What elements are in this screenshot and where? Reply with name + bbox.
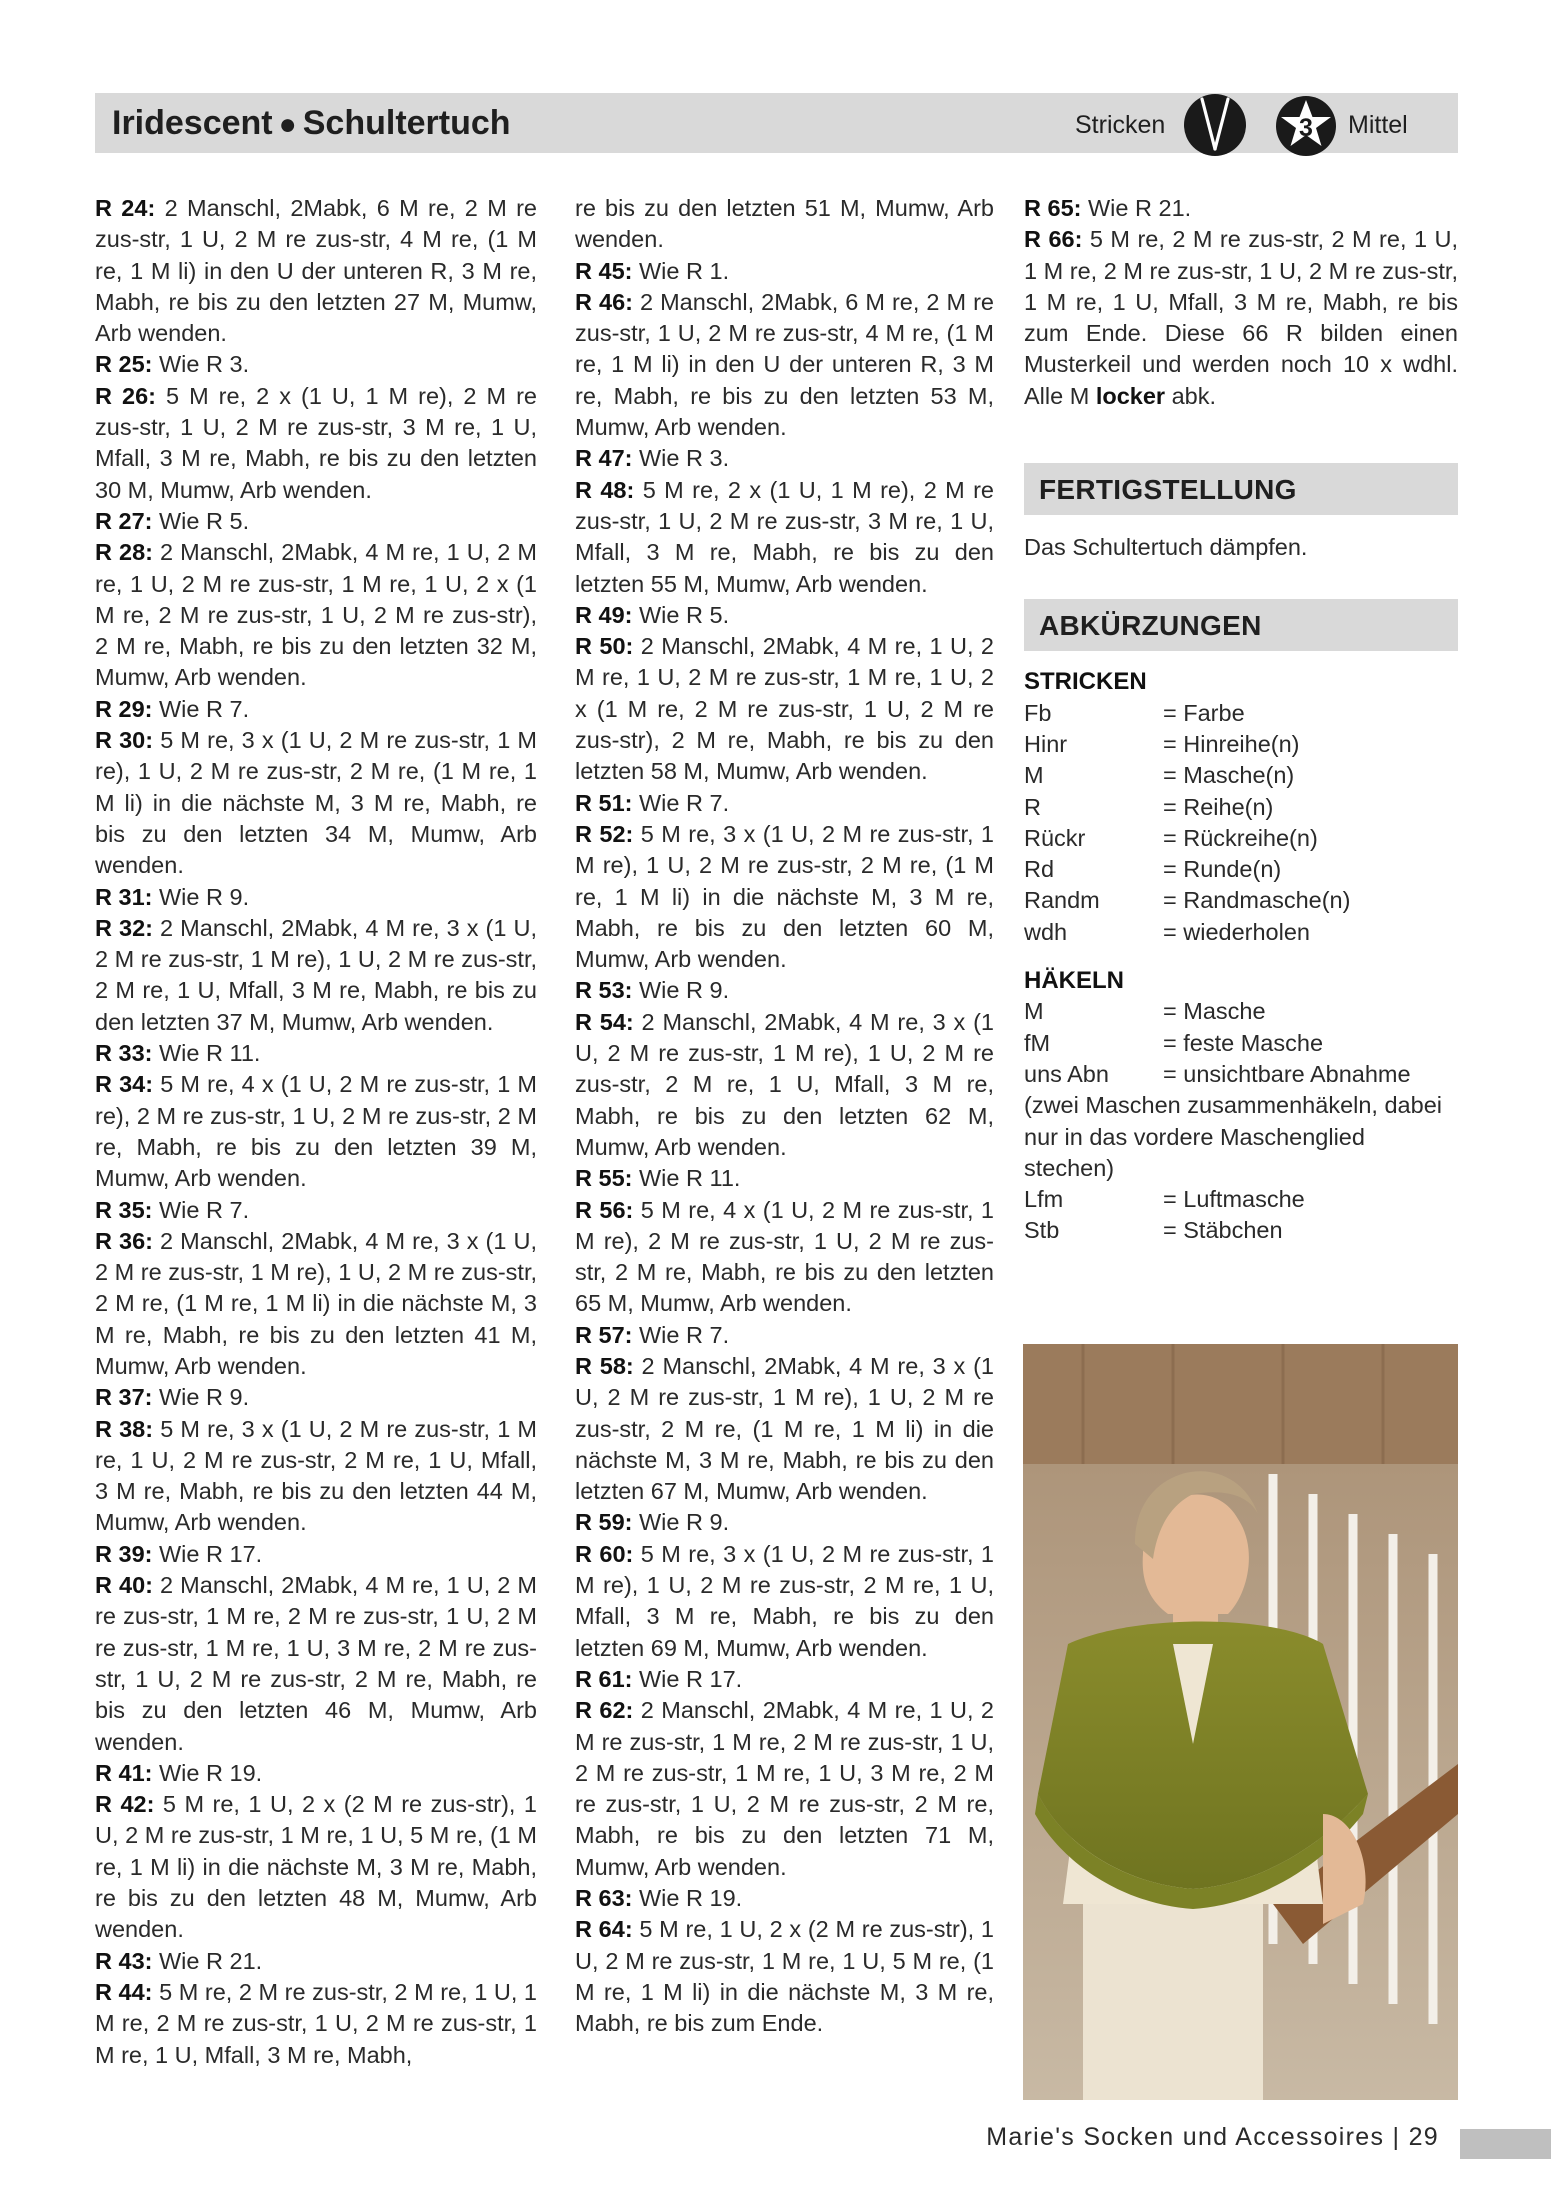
- row-label: R 35:: [95, 1196, 153, 1223]
- row-label: R 31:: [95, 883, 153, 910]
- abbreviation-key: fM: [1024, 1029, 1051, 1056]
- instruction-row: [95, 1570, 537, 1758]
- row-label: R 36:: [95, 1227, 153, 1254]
- row-text: 5 M re, 4 x (1 U, 2 M re zus-str, 1 M re), 2 M re zus-str, 1 U, 2 M re zus-str, 2 M re, Mabh, re bis zu den letzten 39 M, Mumw, Arb wenden.: [95, 1071, 537, 1192]
- instruction-row: [575, 1351, 994, 1507]
- difficulty-star-icon: [1275, 95, 1337, 157]
- instruction-row: [95, 1195, 537, 1226]
- row-text: Wie R 9.: [632, 977, 730, 1004]
- row-label: R 60:: [575, 1540, 634, 1567]
- page-header: [95, 93, 1458, 153]
- row-label: R 63:: [575, 1885, 633, 1912]
- row-label: R 34:: [95, 1071, 154, 1098]
- instruction-row: [95, 725, 537, 881]
- row-text: Wie R 7.: [632, 789, 730, 816]
- row-text: 5 M re, 4 x (1 U, 2 M re zus-str, 1 M re), 2 M re zus-str, 1 U, 2 M re zus-str, 2 M re, Mabh, re bis zu den letzten 65 M, Mumw, Arb wenden.: [575, 1196, 994, 1317]
- row-text: 5 M re, 1 U, 2 x (2 M re zus-str), 1 U, 2 M re zus-str, 1 M re, 1 U, 5 M re, (1 M re, 1 M li) in die nächste M, 3 M re, Mabh, re bis zu den letzten 48 M, Mumw, Arb wenden.: [95, 1791, 537, 1943]
- row-label: R 54:: [575, 1008, 634, 1035]
- abbreviation-key: Rd: [1024, 856, 1055, 883]
- row-text: 2 Manschl, 2Mabk, 4 M re, 1 U, 2 M re, 1 U, 2 M re zus-str, 1 M re, 1 U, 2 x (1 M re, 2 M re zus-str, 1 U, 2 M re zus-str), 2 M re, Mabh, re bis zu den letzten 32 M, Mumw, Arb wenden.: [95, 539, 537, 691]
- abbreviation-row: [1024, 854, 1458, 885]
- row-text: Wie R 21.: [152, 1947, 263, 1974]
- row-text: 5 M re, 3 x (1 U, 2 M re zus-str, 1 M re), 1 U, 2 M re zus-str, 2 M re, (1 M re, 1 M li) in die nächste M, 3 M re, Mabh, re bis zu den letzten 34 M, Mumw, Arb wenden.: [95, 727, 537, 879]
- row-text: 2 Manschl, 2Mabk, 4 M re, 1 U, 2 M re, 1 U, 2 M re zus-str, 1 M re, 1 U, 2 x (1 M re, 2 M re zus-str, 1 U, 2 M re zus-str), 2 M re, Mabh, re bis zu den letzten 58 M, Mumw, Arb wenden.: [575, 633, 994, 785]
- row-text: 5 M re, 2 x (1 U, 1 M re), 2 M re zus-str, 1 U, 2 M re zus-str, 3 M re, 1 U, Mfall, 3 M re, Mabh, re bis zu den letzten 30 M, Mumw, Arb wenden.: [95, 382, 537, 503]
- abbreviation-meaning: = wiederholen: [1163, 918, 1310, 945]
- row-text: 2 Manschl, 2Mabk, 4 M re, 3 x (1 U, 2 M re zus-str, 1 M re), 1 U, 2 M re zus-str, 2 M re, (1 M re, 1 M li) in die nächste M, 3 M re, Mabh, re bis zu den letzten 41 M, Mumw, Arb wenden.: [95, 1227, 537, 1379]
- instruction-row: [575, 287, 994, 443]
- subheading-stricken: STRICKEN: [1024, 668, 1147, 696]
- abbreviation-key: Lfm: [1024, 1186, 1064, 1213]
- abbreviation-row: [1024, 1184, 1458, 1215]
- finishing-text: Das Schultertuch dämpfen.: [1024, 534, 1308, 561]
- row-label: R 46:: [575, 288, 633, 315]
- abbreviation-row: [1024, 885, 1458, 916]
- row-text: Wie R 3.: [632, 445, 730, 472]
- row-label: R 45:: [575, 257, 633, 284]
- row-label: R 61:: [575, 1665, 633, 1692]
- instruction-row: [95, 537, 537, 693]
- abbreviation-row: [1024, 1028, 1458, 1059]
- abbreviation-meaning: = Runde(n): [1163, 856, 1282, 883]
- row-label: R 66:: [1024, 226, 1083, 253]
- abbreviation-key: uns Abn: [1024, 1060, 1109, 1087]
- instruction-row: [95, 694, 537, 725]
- row-label: R 24:: [95, 195, 156, 221]
- row-text: 2 Manschl, 2Mabk, 6 M re, 2 M re zus-str, 1 U, 2 M re zus-str, 4 M re, (1 M re, 1 M li) in den U der unteren R, 3 M re, Mabh, re bis zu den letzten 53 M, Mumw, Arb wenden.: [575, 288, 994, 441]
- row-label: R 28:: [95, 539, 153, 566]
- row-label: R 38:: [95, 1415, 154, 1442]
- row-label: R 25:: [95, 351, 153, 378]
- row-text: 2 Manschl, 2Mabk, 4 M re, 1 U, 2 M re zus-str, 1 M re, 2 M re zus-str, 1 U, 2 M re zus-str, 1 M re, 1 U, 3 M re, 2 M re zus-str, 1 U, 2 M re zus-str, 2 M re, Mabh, re bis zu den letzten 46 M, Mumw, Arb wenden.: [95, 1572, 537, 1755]
- abbreviation-meaning: = Masche(n): [1163, 762, 1295, 789]
- instruction-row: [575, 975, 994, 1006]
- row-label: R 30:: [95, 727, 154, 754]
- instruction-row: [95, 1414, 537, 1539]
- instruction-row: [575, 819, 994, 975]
- instruction-row: [575, 1163, 994, 1194]
- abbreviation-meaning: = Hinreihe(n): [1163, 730, 1300, 757]
- instruction-row: [575, 443, 994, 474]
- abbreviation-meaning: = Randmasche(n): [1163, 887, 1351, 914]
- row-label: R 39:: [95, 1540, 153, 1567]
- instruction-row: [95, 1977, 537, 2071]
- row-label: R 62:: [575, 1697, 634, 1724]
- abbreviation-row: [1024, 698, 1458, 729]
- row-text: re bis zu den letzten 51 M, Mumw, Arb wenden.: [575, 195, 994, 253]
- abbreviation-meaning: = Farbe: [1163, 699, 1245, 726]
- instruction-row: [95, 882, 537, 913]
- instruction-row: [575, 1883, 994, 1914]
- row-label: R 43:: [95, 1947, 153, 1974]
- abbreviation-key: M: [1024, 998, 1044, 1025]
- instruction-row: [575, 788, 994, 819]
- instruction-row: [1024, 193, 1458, 224]
- abbreviation-key: Randm: [1024, 887, 1100, 914]
- photo-illustration: [1023, 1344, 1458, 2100]
- row-label: R 27:: [95, 507, 153, 534]
- row-text: Wie R 11.: [632, 1165, 741, 1192]
- row-label: R 33:: [95, 1040, 153, 1067]
- abbreviation-key: M: [1024, 762, 1044, 789]
- row-label: R 57:: [575, 1321, 633, 1348]
- abbreviation-note: (zwei Maschen zusammenhäkeln, dabei nur in das vordere Maschenglied stechen): [1024, 1092, 1442, 1181]
- abbreviation-row: [1024, 823, 1458, 854]
- row-text: 5 M re, 3 x (1 U, 2 M re zus-str, 1 M re, 1 U, 2 M re zus-str, 2 M re, 1 U, Mfall, 3 M re, Mabh, re bis zu den letzten 44 M, Mumw, Arb wenden.: [95, 1415, 537, 1536]
- row-label: R 37:: [95, 1384, 153, 1411]
- row-text: Wie R 9.: [152, 1384, 250, 1411]
- instruction-row: [95, 193, 537, 349]
- row-text: Wie R 3.: [152, 351, 250, 378]
- row-text: Wie R 17.: [152, 1540, 263, 1567]
- difficulty-label: Mittel: [1348, 111, 1408, 139]
- row-text: 2 Manschl, 2Mabk, 4 M re, 3 x (1 U, 2 M re zus-str, 1 M re), 1 U, 2 M re zus-str, 2 M re, 1 U, Mfall, 3 M re, Mabh, re bis zu den letzten 37 M, Mumw, Arb wenden.: [95, 914, 537, 1035]
- row-text: Wie R 17.: [632, 1665, 743, 1692]
- page-title: [112, 93, 511, 155]
- row-label: R 65:: [1024, 195, 1082, 221]
- row-text: Wie R 7.: [152, 1196, 250, 1223]
- instruction-row: [95, 381, 537, 506]
- row-label: R 50:: [575, 633, 634, 660]
- row-text: 5 M re, 2 x (1 U, 1 M re), 2 M re zus-str, 1 U, 2 M re zus-str, 3 M re, 1 U, Mfall, 3 M re, Mabh, re bis zu den letzten 55 M, Mumw, Arb wenden.: [575, 476, 994, 597]
- abbreviation-meaning: = Stäbchen: [1163, 1217, 1283, 1244]
- instruction-row: [575, 1914, 994, 2039]
- row-text: Wie R 9.: [152, 883, 250, 910]
- instruction-row: [575, 256, 994, 287]
- row-text: Wie R 5.: [152, 507, 250, 534]
- row-label: R 29:: [95, 695, 153, 722]
- emphasis-word: locker: [1095, 382, 1166, 409]
- row-label: R 40:: [95, 1572, 153, 1599]
- instruction-row: [95, 1038, 537, 1069]
- row-text: Wie R 7.: [152, 695, 250, 722]
- abbreviation-list-haekeln-2: [1024, 1184, 1458, 1247]
- row-label: R 58:: [575, 1352, 634, 1379]
- abbreviation-meaning: = Luftmasche: [1163, 1186, 1305, 1213]
- instructions-column-3: [1024, 193, 1458, 1247]
- row-label: R 48:: [575, 476, 635, 503]
- row-text: Wie R 5.: [632, 601, 730, 628]
- instruction-row: [575, 1007, 994, 1163]
- row-label: R 51:: [575, 789, 633, 816]
- abbreviation-row: [1024, 996, 1458, 1027]
- instructions-column-1: [95, 193, 537, 2071]
- instruction-row: [95, 506, 537, 537]
- abbreviation-key: Rückr: [1024, 824, 1086, 851]
- instruction-row: [95, 1382, 537, 1413]
- abbreviation-key: wdh: [1024, 918, 1068, 945]
- instruction-row: [95, 1539, 537, 1570]
- row-text: Wie R 7.: [632, 1321, 730, 1348]
- abbreviation-list-stricken: [1024, 698, 1458, 948]
- instruction-row: [575, 475, 994, 600]
- row-text: 5 M re, 2 M re zus-str, 2 M re, 1 U, 1 M re, 2 M re zus-str, 1 U, 2 M re zus-str, 1 M re, 1 U, Mfall, 3 M re, Mabh,: [95, 1978, 537, 2068]
- row-label: R 26:: [95, 382, 156, 409]
- title-part2: Schultertuch: [302, 104, 511, 142]
- row-label: R 53:: [575, 977, 633, 1004]
- row-text: Wie R 21.: [1081, 195, 1192, 221]
- abbreviation-meaning: = Reihe(n): [1163, 793, 1274, 820]
- knitting-needles-icon: [1183, 93, 1247, 157]
- model-photo: [1023, 1344, 1458, 2100]
- instruction-row: [95, 1789, 537, 1945]
- row-label: R 47:: [575, 445, 633, 472]
- section-heading-fertigstellung: FERTIGSTELLUNG: [1024, 463, 1458, 515]
- row-text: 2 Manschl, 2Mabk, 4 M re, 3 x (1 U, 2 M re zus-str, 1 M re), 1 U, 2 M re zus-str, 2 M re, 1 U, Mfall, 3 M re, Mabh, re bis zu den letzten 62 M, Mumw, Arb wenden.: [575, 1008, 994, 1160]
- instruction-row: [575, 631, 994, 787]
- abbreviation-meaning: = unsichtbare Abnahme: [1163, 1060, 1411, 1087]
- footer-bar: [1460, 2129, 1551, 2159]
- instruction-row: [575, 193, 994, 256]
- title-part1: Iridescent: [112, 104, 273, 142]
- instruction-row: [575, 1507, 994, 1538]
- instruction-row: [575, 1664, 994, 1695]
- instruction-row: [95, 1758, 537, 1789]
- row-text: 2 Manschl, 2Mabk, 6 M re, 2 M re zus-str, 1 U, 2 M re zus-str, 4 M re, (1 M re, 1 M li) in den U der unteren R, 3 M re, Mabh, re bis zu den letzten 27 M, Mumw, Arb wenden.: [95, 195, 537, 347]
- instruction-row: [575, 1320, 994, 1351]
- row-text: 2 Manschl, 2Mabk, 4 M re, 1 U, 2 M re zus-str, 1 M re, 2 M re zus-str, 1 U, 2 M re zus-str, 1 M re, 1 U, 3 M re, 2 M re zus-str, 1 U, 2 M re zus-str, 2 M re, Mabh, re bis zu den letzten 71 M, Mumw, Arb wenden.: [575, 1697, 994, 1880]
- row-text-end: abk.: [1165, 382, 1217, 409]
- footer-text: Marie's Socken und Accessoires | 29: [986, 2123, 1439, 2151]
- row-text: Wie R 19.: [152, 1759, 263, 1786]
- row-label: R 44:: [95, 1978, 153, 2005]
- title-separator: ●: [278, 108, 297, 141]
- instruction-row: [95, 1226, 537, 1382]
- abbreviation-row: [1024, 760, 1458, 791]
- row-text: Wie R 11.: [152, 1040, 261, 1067]
- instruction-row: [95, 913, 537, 1038]
- subheading-haekeln: HÄKELN: [1024, 967, 1124, 995]
- difficulty-level-number: 3: [1299, 114, 1313, 142]
- row-label: R 56:: [575, 1196, 634, 1223]
- section-heading-abkuerzungen: ABKÜRZUNGEN: [1024, 599, 1458, 651]
- abbreviation-meaning: = feste Masche: [1163, 1029, 1324, 1056]
- row-text: Wie R 9.: [632, 1509, 730, 1536]
- abbreviation-meaning: = Rückreihe(n): [1163, 824, 1318, 851]
- abbreviation-row: [1024, 917, 1458, 948]
- instruction-row: [95, 1946, 537, 1977]
- instruction-row: [95, 1069, 537, 1194]
- row-text: Wie R 19.: [632, 1885, 743, 1912]
- abbreviation-meaning: = Masche: [1163, 998, 1266, 1025]
- instruction-row: [575, 1195, 994, 1320]
- row-text: 2 Manschl, 2Mabk, 4 M re, 3 x (1 U, 2 M re zus-str, 1 M re), 1 U, 2 M re zus-str, 2 M re, (1 M re, 1 M li) in die nächste M, 3 M re, Mabh, re bis zu den letzten 67 M, Mumw, Arb wenden.: [575, 1352, 994, 1505]
- abbreviation-key: R: [1024, 793, 1041, 820]
- row-text: 5 M re, 3 x (1 U, 2 M re zus-str, 1 M re), 1 U, 2 M re zus-str, 2 M re, 1 U, Mfall, 3 M re, Mabh, re bis zu den letzten 69 M, Mumw, Arb wenden.: [575, 1540, 994, 1661]
- abbreviation-row: [1024, 1059, 1458, 1090]
- row-label: R 41:: [95, 1759, 153, 1786]
- row-label: R 42:: [95, 1791, 155, 1818]
- abbreviation-list-haekeln: [1024, 996, 1458, 1090]
- instruction-row: [1024, 224, 1458, 412]
- instruction-row: [575, 600, 994, 631]
- row-text: 5 M re, 3 x (1 U, 2 M re zus-str, 1 M re), 1 U, 2 M re zus-str, 2 M re, (1 M re, 1 M li) in die nächste M, 3 M re, Mabh, re bis zu den letzten 60 M, Mumw, Arb wenden.: [575, 820, 994, 973]
- abbreviation-key: Fb: [1024, 699, 1052, 726]
- abbreviation-key: Stb: [1024, 1217, 1060, 1244]
- row-label: R 52:: [575, 820, 634, 847]
- row-label: R 59:: [575, 1509, 633, 1536]
- instructions-column-2: [575, 193, 994, 2040]
- row-text: 5 M re, 1 U, 2 x (2 M re zus-str), 1 U, 2 M re zus-str, 1 M re, 1 U, 5 M re, (1 M re, 1 M li) in die nächste M, 3 M re, Mabh, re bis zum Ende.: [575, 1916, 994, 2037]
- abbreviation-key: Hinr: [1024, 730, 1068, 757]
- abbreviation-row: [1024, 1215, 1458, 1246]
- abbreviation-row: [1024, 792, 1458, 823]
- instruction-row: [575, 1539, 994, 1664]
- abbreviation-row: [1024, 729, 1458, 760]
- row-label: R 32:: [95, 914, 153, 941]
- row-label: R 64:: [575, 1916, 633, 1943]
- page-footer: [0, 2115, 1551, 2173]
- row-label: R 49:: [575, 601, 633, 628]
- row-label: R 55:: [575, 1165, 633, 1192]
- row-text: Wie R 1.: [632, 257, 730, 284]
- row-text: 5 M re, 2 M re zus-str, 2 M re, 1 U, 1 M re, 2 M re zus-str, 1 U, 2 M re zus-str, 1 M re, 1 U, Mfall, 3 M re, Mabh, re bis zum Ende. Diese 66 R bilden einen Musterkeil und werden noch 10 x wdhl. Alle M: [1024, 226, 1458, 409]
- instruction-row: [95, 349, 537, 380]
- instruction-row: [575, 1695, 994, 1883]
- technique-label: Stricken: [1075, 111, 1166, 139]
